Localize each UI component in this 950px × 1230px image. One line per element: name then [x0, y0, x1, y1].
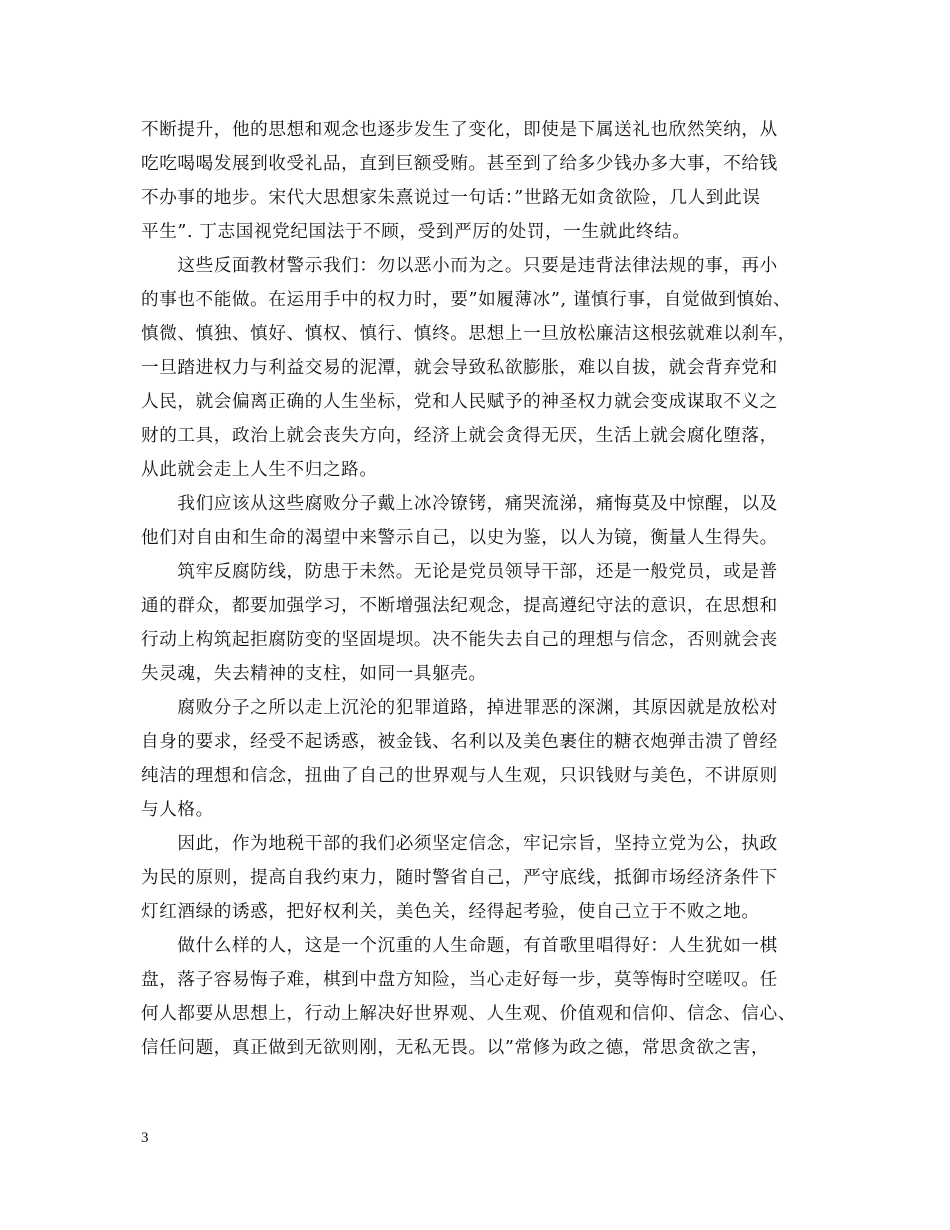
text-line: 自身的要求，经受不起诱惑，被金钱、名利以及美色裹住的糖衣炮弹击溃了曾经: [141, 732, 778, 752]
text-line: 一旦踏进权力与利益交易的泥潭，就会导致私欲膨胀，难以自拔，就会背弃党和: [141, 358, 778, 378]
text-line: 的事也不能做。在运用手中的权力时，要”如履薄冰”, 谨慎行事，自觉做到慎始、: [141, 290, 792, 310]
text-line: 他们对自由和生命的渴望中来警示自己，以史为鉴，以人为镜，衡量人生得失。: [141, 528, 778, 548]
text-line: 信任问题，真正做到无欲则刚，无私无畏。以”常修为政之德，常思贪欲之害，: [141, 1038, 770, 1058]
text-line: 吃吃喝喝发展到收受礼品，直到巨额受贿。甚至到了给多少钱办多大事，不给钱: [141, 154, 778, 174]
text-line: 筑牢反腐防线，防患于未然。无论是党员领导干部，还是一般党员，或是普: [141, 562, 778, 582]
text-line: 不办事的地步。宋代大思想家朱熹说过一句话：”世路无如贪欲险，几人到此误: [141, 188, 761, 208]
text-line: 我们应该从这些腐败分子戴上冰冷镣铐，痛哭流涕，痛悔莫及中惊醒，以及: [141, 494, 778, 514]
text-line: 通的群众，都要加强学习，不断增强法纪观念，提高遵纪守法的意识，在思想和: [141, 596, 778, 616]
text-line: 盘，落子容易悔子难，棋到中盘方知险，当心走好每一步，莫等悔时空嗟叹。任: [141, 970, 778, 990]
body-text: [141, 113, 809, 1065]
text-line: 灯红酒绿的诱惑，把好权利关，美色关，经得起考验，使自己立于不败之地。: [141, 902, 760, 922]
text-line: 纯洁的理想和信念，扭曲了自己的世界观与人生观，只识钱财与美色，不讲原则: [141, 766, 778, 786]
text-line: 这些反面教材警示我们：勿以恶小而为之。只要是违背法律法规的事，再小: [141, 256, 778, 276]
text-line: 不断提升，他的思想和观念也逐步发生了变化，即使是下属送礼也欣然笑纳，从: [141, 120, 778, 140]
text-line: 人民，就会偏离正确的人生坐标，党和人民赋予的神圣权力就会变成谋取不义之: [141, 392, 778, 412]
text-line: 与人格。: [141, 800, 214, 820]
text-line: 慎微、慎独、慎好、慎权、慎行、慎终。思想上一旦放松廉洁这根弦就难以刹车，: [141, 324, 796, 344]
text-line: 何人都要从思想上，行动上解决好世界观、人生观、价值观和信仰、信念、信心、: [141, 1004, 796, 1024]
text-line: 从此就会走上人生不归之路。: [141, 460, 378, 480]
page-number: 3: [141, 1130, 149, 1146]
text-line: 做什么样的人，这是一个沉重的人生命题，有首歌里唱得好：人生犹如一棋: [141, 936, 778, 956]
text-line: 为民的原则，提高自我约束力，随时警省自己，严守底线，抵御市场经济条件下: [141, 868, 778, 888]
text-line: 失灵魂，失去精神的支柱，如同一具躯壳。: [141, 664, 487, 684]
text-line: 因此，作为地税干部的我们必须坚定信念，牢记宗旨，坚持立党为公，执政: [141, 834, 778, 854]
text-line: 财的工具，政治上就会丧失方向，经济上就会贪得无厌，生活上就会腐化堕落，: [141, 426, 778, 446]
text-line: 平生”. 丁志国视党纪国法于不顾，受到严厉的处罚，一生就此终结。: [141, 222, 691, 242]
text-line: 腐败分子之所以走上沉沦的犯罪道路，掉进罪恶的深渊，其原因就是放松对: [141, 698, 778, 718]
text-line: 行动上构筑起拒腐防变的坚固堤坝。决不能失去自己的理想与信念，否则就会丧: [141, 630, 778, 650]
